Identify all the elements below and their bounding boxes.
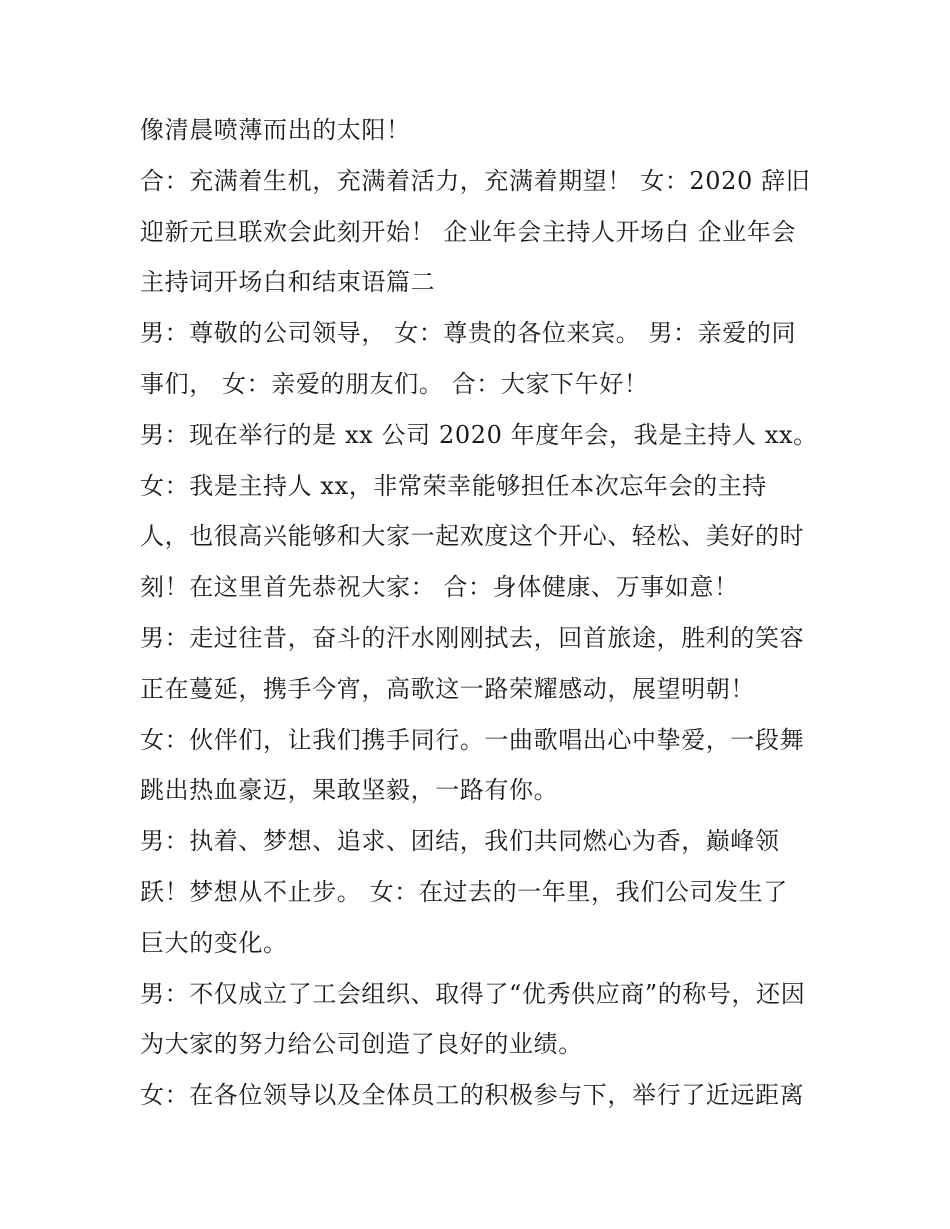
text-line: 巨大的变化。 — [140, 928, 288, 957]
text-line: 合：充满着生机，充满着活力，充满着期望！ 女：2020 辞旧 — [140, 166, 811, 195]
text-line: 迎新元旦联欢会此刻开始！ 企业年会主持人开场白 企业年会 — [140, 217, 797, 246]
text-line: 男：执着、梦想、追求、团结，我们共同燃心为香，巅峰领 — [140, 827, 780, 856]
text-line: 女：在各位领导以及全体员工的积极参与下，举行了近远距离 — [140, 1081, 805, 1110]
text-line: 为大家的努力给公司创造了良好的业绩。 — [140, 1030, 583, 1059]
text-line: 跃！梦想从不止步。 女：在过去的一年里，我们公司发生了 — [140, 877, 788, 906]
text-line: 女：伙伴们，让我们携手同行。一曲歌唱出心中挚爱，一段舞 — [140, 725, 805, 754]
text-line: 男：现在举行的是 xx 公司 2020 年度年会，我是主持人 xx。 — [140, 420, 818, 449]
text-line: 人，也很高兴能够和大家一起欢度这个开心、轻松、美好的时 — [140, 522, 805, 551]
text-line: 正在蔓延，携手今宵，高歌这一路荣耀感动，展望明朝！ — [140, 674, 755, 703]
text-line: 男：尊敬的公司领导， 女：尊贵的各位来宾。 男：亲爱的同 — [140, 319, 797, 348]
document-body — [140, 105, 830, 1121]
text-line: 事们， 女：亲爱的朋友们。 合：大家下午好！ — [140, 369, 649, 398]
text-line: 像清晨喷薄而出的太阳！ — [140, 116, 411, 144]
text-line: 男：走过往昔，奋斗的汗水刚刚拭去，回首旅途，胜利的笑容 — [140, 623, 805, 652]
text-line: 男：不仅成立了工会组织、取得了“优秀供应商”的称号，还因 — [140, 979, 806, 1008]
text-line: 跳出热血豪迈，果敢坚毅，一路有你。 — [140, 776, 559, 805]
text-line: 刻！在这里首先恭祝大家： 合：身体健康、万事如意！ — [140, 573, 739, 602]
text-line: 女：我是主持人 xx，非常荣幸能够担任本次忘年会的主持 — [140, 471, 767, 500]
text-line: 主持词开场白和结束语篇二 — [140, 268, 436, 297]
